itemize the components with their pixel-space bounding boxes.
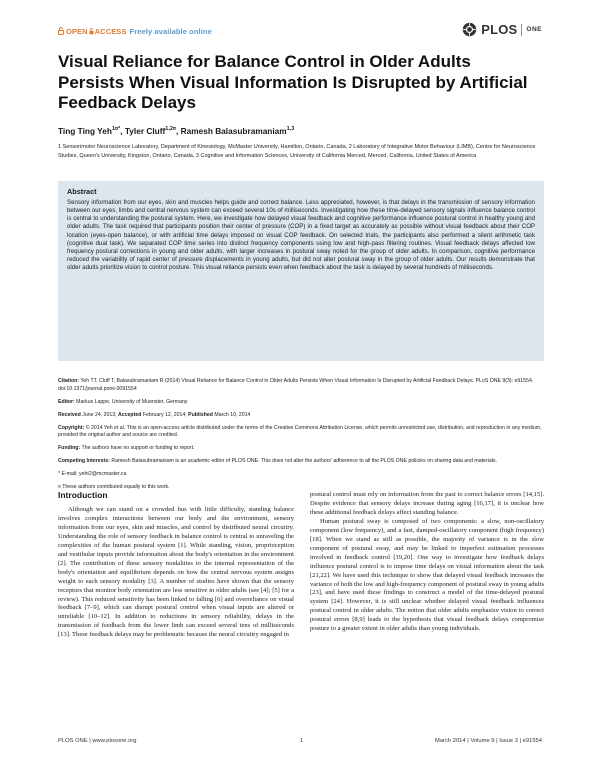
intro-paragraph-3: Human postural sway is composed of two components: a slow, non-oscillatory component (low frequency), and a fast, damped-oscillatory component (high frequency) [18]. When we stand as still as possible, the majority of variance is in the slow component of postural sway, and may be linked to imperfect estimation processes involved in feedback control [19,20]. One way to investigate how feedback delays influence postural control is to impose time delays on visual information about the task [21,22]. We have used this technique to show that delayed visual feedback increases the variance of both the low and high-frequency component of postural sway in young adults [23], and have used these findings to construct a model of the time-delayed postural system [24]. However, it is still unclear whether delayed visual feedback influences postural control in older adults. The notion that older adults emphasize vision to correct postural errors [8,9] leads to the hypothesis that visual feedback delays compromise posture to a greater extent in older adults than young individuals. xyxy=(310,517,544,633)
abstract-box xyxy=(58,181,544,361)
body-column-left xyxy=(58,506,294,640)
footer-issue: March 2014 | Volume 9 | Issue 3 | e91554 xyxy=(435,738,542,744)
author-2-affil: 1,2¤ xyxy=(165,126,176,133)
author-list: Ting Ting Yeh$^{1¤*}$, Tyler Cluff$^{1,2¤}$, Ramesh Balasubramaniam$^{1,3}$ xyxy=(58,126,295,136)
introduction-heading: Introduction xyxy=(58,490,108,500)
intro-paragraph-2: postural control must rely on information from the past to correct balance errors [14,15]. Despite evidence that sensory delays increase during aging [16,17], it is unclear how these additional feedback delays affect standing balance. xyxy=(310,491,544,516)
article-title: Visual Reliance for Balance Control in Older Adults Persists When Visual Information Is Disrupted by Artificial Feedback Delays xyxy=(58,52,528,112)
page-footer xyxy=(58,738,542,750)
competing-interests: Competing Interests: Ramesh Balasubramaniam is an academic editor of PLOS ONE. This does not alter the authors' adherence to all the PLOS ONE policies on sharing data and materials. xyxy=(58,458,497,464)
page-number: 1 xyxy=(300,738,304,744)
body-column-right xyxy=(310,491,544,634)
author-1-affil: 1¤* xyxy=(111,126,121,133)
brand-divider xyxy=(521,24,522,36)
citation: Citation: Yeh TT, Cluff T, Balasubramaniam R (2014) Visual Reliance for Balance Control in Older Adults Persists When Visual Information Is Disrupted by Artificial Feedback Delays. PLoS ONE 9(3): e91554. doi:10.1371/journal.pone.0091554 xyxy=(58,378,534,392)
brand-name: PLOS xyxy=(481,22,518,37)
affiliations: 1 Sensorimotor Neuroscience Laboratory, Department of Kinesiology, McMaster University, Hamilton, Ontario, Canada, 2 Laboratory of Integrative Motor Behaviour (LIMB), Centre for Neuroscience Studies, Queen's University, Kingston, Ontario, Canada, 3 Cognitive and Information Sciences, University of California Merced, Merced, California, United States of America xyxy=(58,144,536,159)
open-access-lock-icon xyxy=(89,28,94,35)
funding: Funding: The authors have no support or funding to report. xyxy=(58,445,195,451)
journal-header xyxy=(58,24,542,40)
dates: Received June 24, 2013; Accepted February 12, 2014; Published March 10, 2014 xyxy=(58,411,251,418)
plos-logo-icon xyxy=(462,22,477,37)
journal-name: ONE xyxy=(526,26,542,33)
plos-logo xyxy=(462,22,542,37)
author-3-affil: 1,3 xyxy=(286,126,295,133)
copyright: Copyright: © 2014 Yeh et al. This is an open-access article distributed under the terms of the Creative Commons Attribution License, which permits unrestricted use, distribution, and reproduction in any medium, provided the original author and source are credited. xyxy=(58,424,542,438)
equal-contribution-note: ¤ These authors contributed equally to this work. xyxy=(58,484,170,490)
editor: Editor: Markus Lappe, University of Muenster, Germany xyxy=(58,398,188,405)
open-label: OPEN xyxy=(66,27,88,36)
author-3: Ramesh Balasubramaniam xyxy=(180,126,287,136)
open-access-badge xyxy=(58,27,212,36)
open-lock-icon xyxy=(58,27,64,35)
author-1: Ting Ting Yeh xyxy=(58,126,112,136)
free-label: Freely available online xyxy=(129,27,212,36)
abstract-heading: Abstract xyxy=(67,187,97,196)
footer-journal: PLOS ONE | www.plosone.org xyxy=(58,738,137,744)
author-2: Tyler Cluff xyxy=(124,126,166,136)
corresponding-email: * E-mail: yeht2@mcmaster.ca xyxy=(58,471,127,477)
abstract-text: Sensory information from our eyes, skin and muscles helps guide and correct balance. Less appreciated, however, is that delays in the transmission of sensory information between our eyes, limbs and central nervous system can exceed several 10s of milliseconds. Investigating how these time-delayed sensory signals influence balance control is central to understanding the postural system. Here, we investigate how delayed visual feedback and cognitive performance influence postural control in healthy young and older adults. The task required that participants position their center of pressure (COP) in a fixed target as accurately as possible without visual feedback about their COP location (eyes-open balance), or with artificial time delays imposed on visual COP feedback. On selected trials, the participants also performed a silent arithmetic task (cognitive dual task). We separated COP time series into distinct frequency components using low and high-pass filtering routines. Visual feedback delays affected low frequency postural corrections in young and older adults, with larger increases in postural sway noted for the group of older adults. In comparison, cognitive performance reduced the variability of rapid center of pressure displacements in young adults, but did not alter postural sway in the group of older adults. Our results demonstrate that older adults prioritize vision to control posture. This visual reliance persists even when feedback about the task is delayed by several hundreds of milliseconds. xyxy=(67,199,535,272)
article-metadata xyxy=(58,378,544,497)
intro-paragraph-1: Although we can stand on a crowded bus with little difficulty, standing balance involves complex interactions between our body and the environment, sensory information from our eyes, skin and muscles, and control by distributed neural circuitry. Understanding the role of sensory feedback in balance control is central to unraveling the complexities of the human postural system [1]. While standing, vision, proprioception and vestibular inputs provide information about the body's orientation in the environment [2]. The contribution of these sensory modalities to the internal representation of the body's orientation and equilibrium depends on how the central nervous system assigns weight to each sensory modality [3]. A number of studies have shown that the sensory receptors that monitor body orientation are less sensitive in older adults (see [4]; [5] for a review). This reduced sensitivity has been linked to falling [6] and overreliance on visual feedback [7–9], which can disrupt postural control when visual inputs are altered or unreliable [10–12]. In addition to reductions in sensory reliability, delays in the transmission of feedback from the lower limb can exceed several tens of milliseconds [13]. These feedback delays may be problematic because the neural circuitry engaged in xyxy=(58,506,294,639)
access-label: ACCESS xyxy=(94,27,127,36)
